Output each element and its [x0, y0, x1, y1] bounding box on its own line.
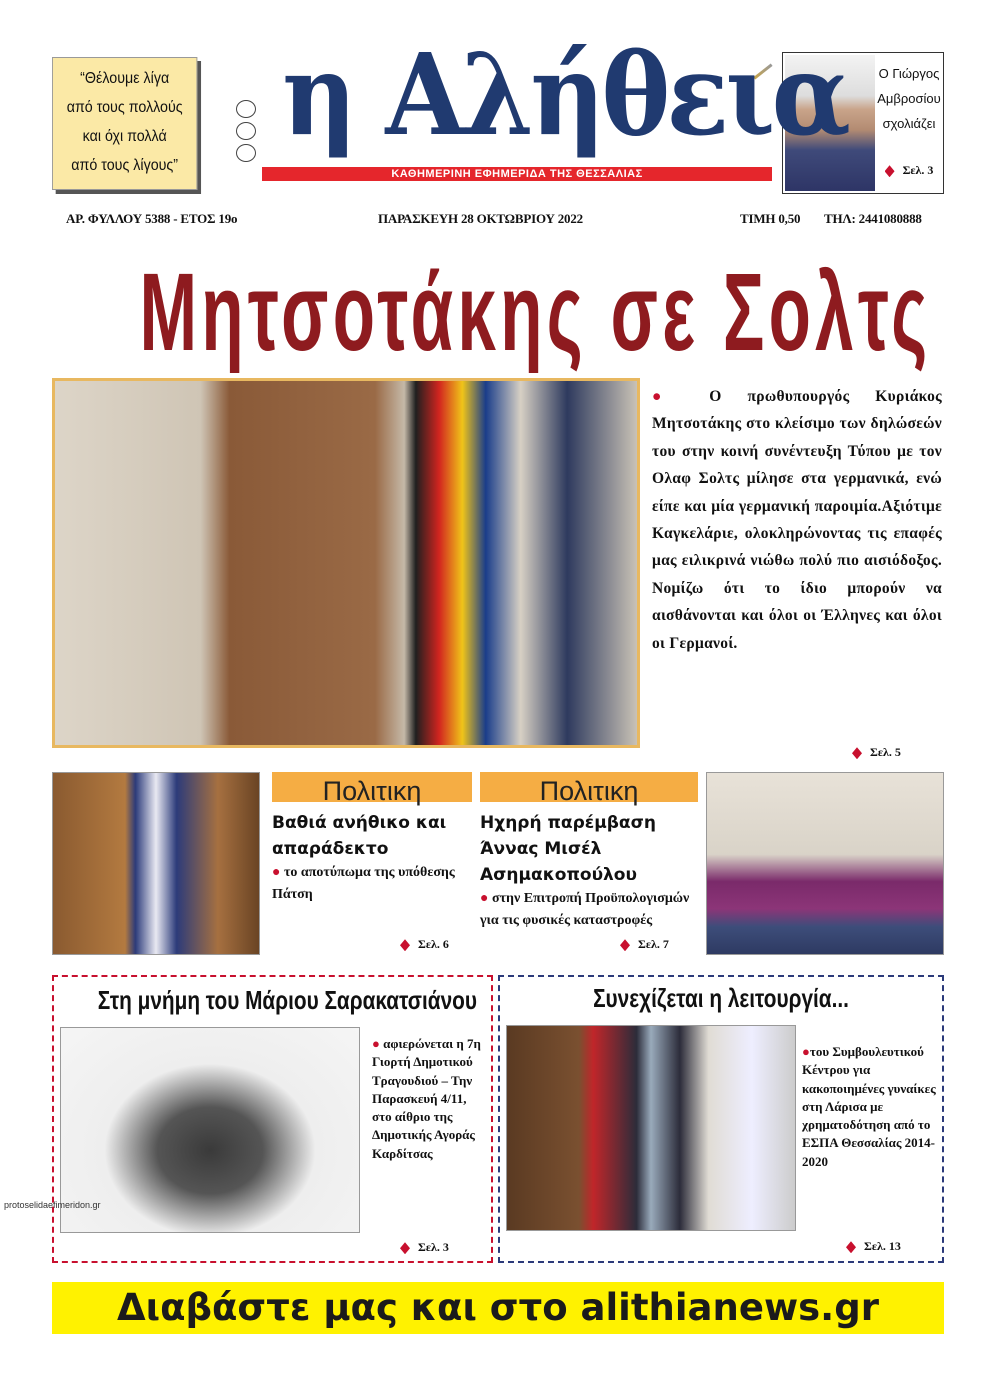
- motto-box: [52, 57, 197, 190]
- columnist-line: Ο Γιώργος: [878, 66, 940, 81]
- story-sub: στην Επιτροπή Προϋπολογισμών για τις φυσικές καταστροφές: [480, 891, 690, 928]
- story-1[interactable]: Πολιτικη Βαθιά ανήθικο και απαράδεκτο ● το αποτύπωμα της υπόθεσης Πάτση: [272, 772, 472, 906]
- page-ref: Σελ. 5: [870, 745, 901, 759]
- story-2[interactable]: Πολιτικη Ηχηρή παρέμβαση Άννας Μισέλ Ασημακοπούλου ● στην Επιτροπή Προϋπολογισμών για τις φυσικές καταστροφές: [480, 772, 698, 932]
- category-label: Πολιτικη: [480, 772, 698, 802]
- diamond-icon: [846, 1241, 856, 1253]
- lead-photo: [52, 378, 640, 748]
- story-title: Ηχηρή παρέμβαση Άννας Μισέλ Ασημακοπούλου: [480, 813, 656, 885]
- diamond-icon: [852, 747, 862, 759]
- story-photo: [52, 772, 260, 955]
- story-photo: [60, 1027, 360, 1233]
- motto-line: και όχι πολλά: [82, 128, 167, 145]
- motto-line: “Θέλουμε λίγα: [80, 70, 170, 87]
- motto-line: από τους πολλούς: [66, 99, 183, 116]
- page-ref: Σελ. 6: [418, 937, 449, 951]
- watermark: protoselidaefimeridon.gr: [4, 1200, 101, 1210]
- tagline: ΚΑΘΗΜΕΡΙΝΗ ΕΦΗΜΕΡΙΔΑ ΤΗΣ ΘΕΣΣΑΛΙΑΣ: [262, 167, 772, 181]
- story-sub: το αποτύπωμα της υπόθεσης Πάτση: [272, 865, 455, 902]
- phone: ΤΗΛ: 2441080888: [824, 211, 922, 226]
- diamond-icon: [885, 165, 895, 177]
- price: ΤΙΜΗ 0,50: [740, 211, 801, 226]
- columnist-line: σχολιάζει: [882, 116, 936, 131]
- main-headline[interactable]: Μητσοτάκης σε Σολτς: [139, 251, 932, 375]
- issue-number: ΑΡ. ΦΥΛΛΟΥ 5388 - ΕΤΟΣ 19ο: [66, 211, 238, 226]
- story-sub: αφιερώνεται η 7η Γιορτή Δημοτικού Τραγουδιού – Την Παρασκευή 4/11, στο αίθριο της Δημοτικής Αγοράς Καρδίτσας: [372, 1036, 481, 1161]
- story-sub: του Συμβουλευτικού Κέντρου για κακοποιημένες γυναίκες στη Λάρισα με χρηματοδότηση από το ΕΣΠΑ Θεσσαλίας 2014-2020: [802, 1044, 936, 1169]
- page-ref: Σελ. 7: [638, 937, 669, 951]
- diamond-icon: [400, 1242, 410, 1254]
- page-ref: Σελ. 3: [902, 163, 934, 177]
- story-title: Στη μνήμη του Μάριου Σαρακατσιάνου: [97, 985, 477, 1015]
- columnist-line: Αμβροσίου: [877, 91, 941, 106]
- diamond-icon: [620, 939, 630, 951]
- diamond-icon: [400, 939, 410, 951]
- story-photo: [506, 1025, 796, 1231]
- motto-line: από τους λίγους”: [71, 157, 179, 174]
- issue-date: ΠΑΡΑΣΚΕΥΗ 28 ΟΚΤΩΒΡΙΟΥ 2022: [378, 211, 583, 226]
- category-label: Πολιτικη: [272, 772, 472, 802]
- website-banner[interactable]: Διαβάστε μας και στο alithianews.gr: [52, 1282, 944, 1334]
- lead-text: Ο πρωθυπουργός Κυριάκος Μητσοτάκης στο κλείσιμο των δηλώσεών του στην κοινή συνέντευξη Τύπου με τον Ολαφ Σολτς μίλησε στα γερμανικά, ενώ είπε και μία γερμανική παροιμία.Αξιότιμε Καγκελάριε, ολοκληρώνοντας τις επαφές μας ειλικρινά νιώθω πολύ πιο αισιόδοξος. Νομίζω ότι το ίδιο μπορούν να αισθάνονται και όλοι οι Έλληνες και όλοι οι Γερμανοί.: [652, 388, 942, 652]
- story-title: Συνεχίζεται η λειτουργία...: [593, 983, 849, 1013]
- lead-body: ● Ο πρωθυπουργός Κυριάκος Μητσοτάκης στο κλείσιμο των δηλώσεών του στην κοινή συνέντευξη Τύπου με τον Ολαφ Σολτς μίλησε στα γερμανικά, ενώ είπε και μία γερμανική παροιμία.Αξιότιμε Καγκελάριε, ολοκληρώνοντας τις επαφές μας ειλικρινά νιώθω πολύ πιο αισιόδοξος. Νομίζω ότι το ίδιο μπορούν να αισθάνονται και όλοι οι Έλληνες και όλοι οι Γερμανοί.: [652, 388, 942, 652]
- newspaper-logo: η Αλήθεια: [282, 30, 848, 161]
- story-3[interactable]: Στη μνήμη του Μάριου Σαρακατσιάνου ● αφιερώνεται η 7η Γιορτή Δημοτικού Τραγουδιού – Την Παρασκευή 4/11, στο αίθριο της Δημοτικής Αγοράς Καρδίτσας Σελ. 3: [52, 975, 493, 1263]
- page-ref: Σελ. 3: [418, 1240, 449, 1254]
- story-photo: [706, 772, 944, 955]
- story-title: Βαθιά ανήθικο και απαράδεκτο: [272, 813, 447, 859]
- story-4[interactable]: Συνεχίζεται η λειτουργία... ●του Συμβουλευτικού Κέντρου για κακοποιημένες γυναίκες στη Λάρισα με χρηματοδότηση από το ΕΣΠΑ Θεσσαλίας 2014-2020 Σελ. 13: [498, 975, 944, 1263]
- page-ref: Σελ. 13: [864, 1239, 901, 1253]
- seal-icons: [236, 100, 256, 182]
